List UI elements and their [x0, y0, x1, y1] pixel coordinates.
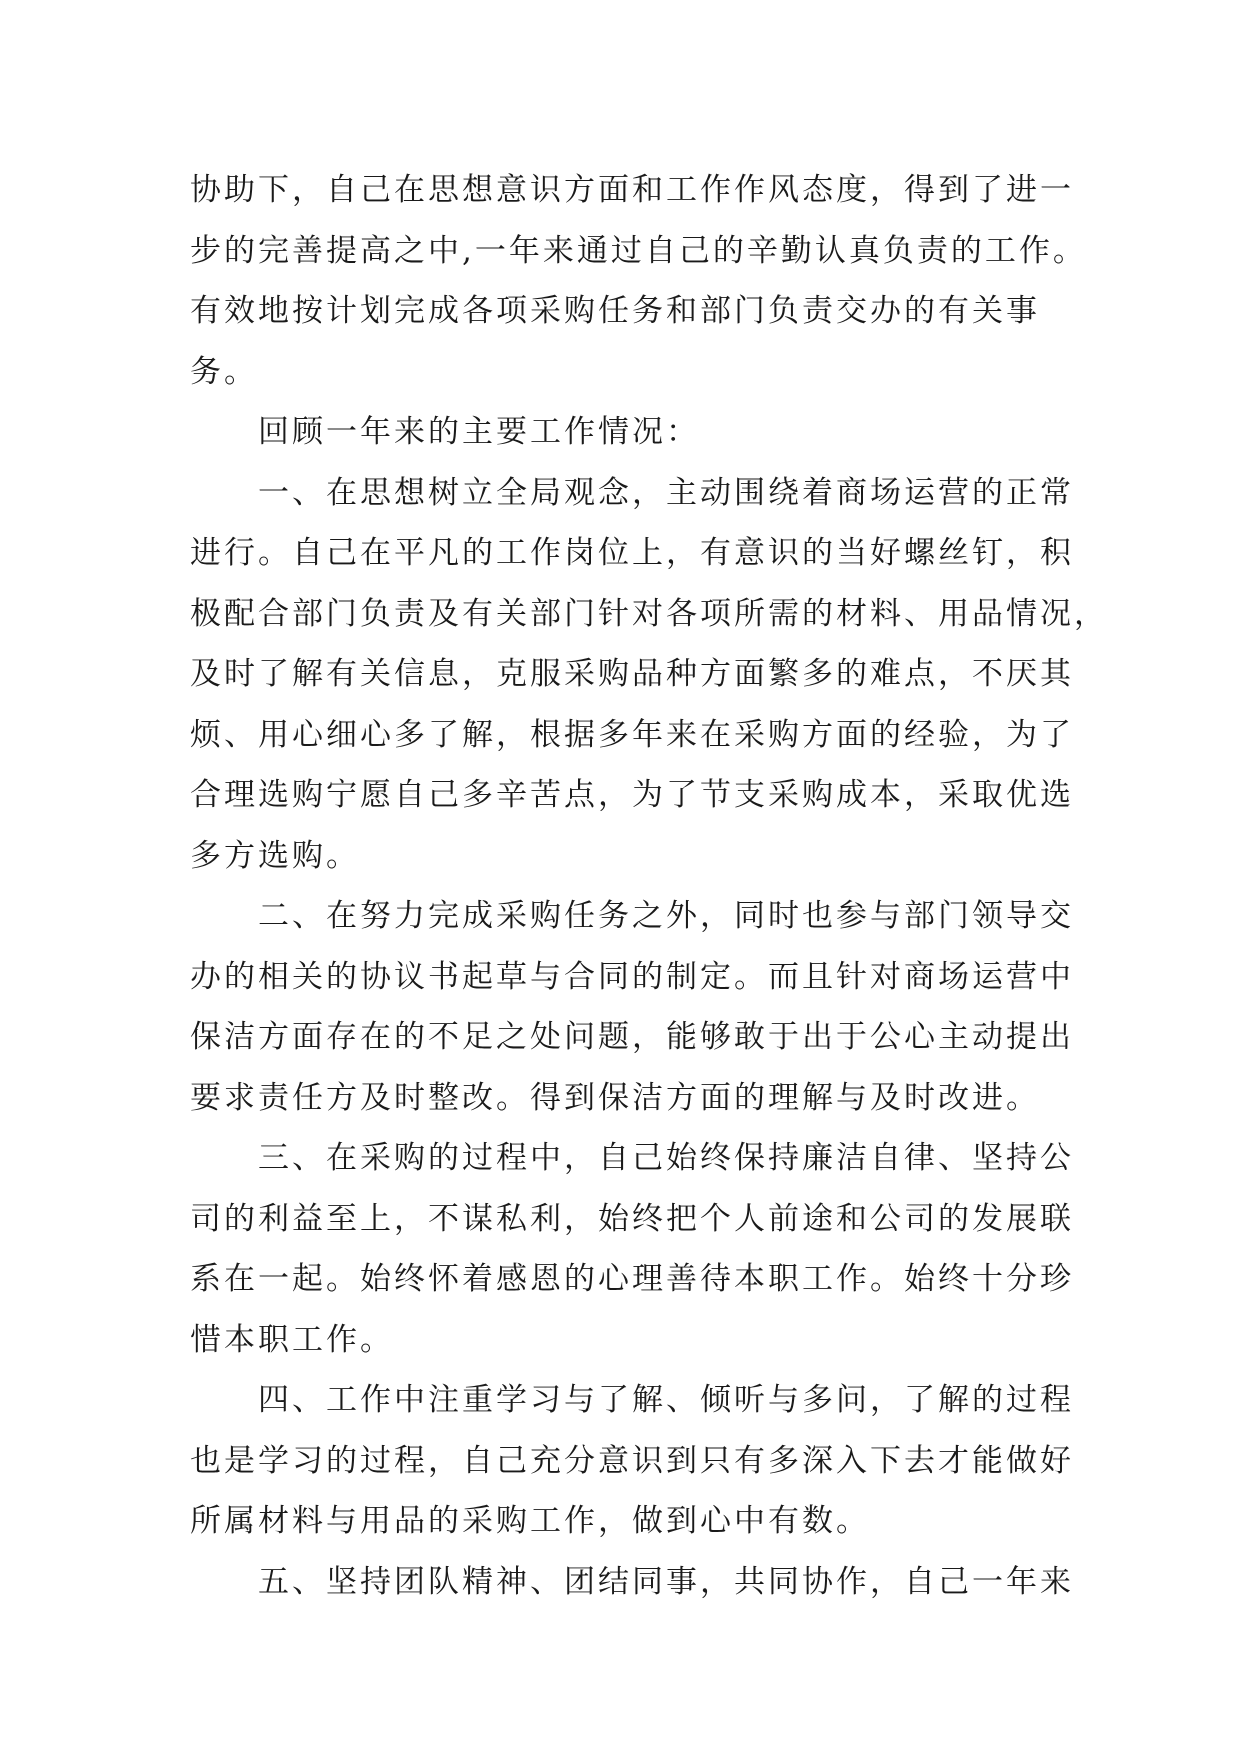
text-line: 系在一起。始终怀着感恩的心理善待本职工作。始终十分珍	[190, 1261, 1074, 1297]
body-text	[190, 160, 1108, 1612]
text-line: 惜本职工作。	[190, 1321, 394, 1358]
text-line: 办的相关的协议书起草与合同的制定。而且针对商场运营中	[190, 958, 1074, 995]
text-line: 烦、用心细心多了解，根据多年来在采购方面的经验，为了	[190, 716, 1074, 753]
text-line: 有效地按计划完成各项采购任务和部门负责交办的有关事	[190, 293, 1040, 329]
text-line: 所属材料与用品的采购工作，做到心中有数。	[190, 1503, 870, 1539]
text-line: 多方选购。	[190, 837, 360, 874]
text-line: 极配合部门负责及有关部门针对各项所需的材料、用品情况，	[190, 595, 1108, 632]
text-line: 进行。自己在平凡的工作岗位上，有意识的当好螺丝钉，积	[190, 535, 1074, 571]
text-line: 保洁方面存在的不足之处问题，能够敢于出于公心主动提出	[190, 1019, 1074, 1055]
section-heading: 回顾一年来的主要工作情况：	[258, 414, 700, 450]
paragraph-first-line: 二、在努力完成采购任务之外，同时也参与部门领导交	[258, 898, 1074, 934]
text-line: 协助下，自己在思想意识方面和工作作风态度，得到了进一	[190, 172, 1074, 208]
paragraph-first-line: 一、在思想树立全局观念，主动围绕着商场运营的正常	[258, 474, 1074, 511]
text-line: 务。	[190, 353, 258, 390]
text-line: 步的完善提高之中,一年来通过自己的辛勤认真负责的工作。	[190, 232, 1087, 269]
paragraph-first-line: 五、坚持团队精神、团结同事，共同协作，自己一年来	[258, 1563, 1074, 1600]
paragraph-first-line: 三、在采购的过程中，自己始终保持廉洁自律、坚持公	[258, 1140, 1074, 1176]
paragraph-first-line: 四、工作中注重学习与了解、倾听与多问，了解的过程	[258, 1382, 1074, 1418]
text-line: 合理选购宁愿自己多辛苦点，为了节支采购成本，采取优选	[190, 777, 1074, 813]
text-line: 也是学习的过程，自己充分意识到只有多深入下去才能做好	[190, 1442, 1074, 1479]
text-line: 及时了解有关信息，克服采购品种方面繁多的难点，不厌其	[190, 656, 1074, 692]
text-line: 要求责任方及时整改。得到保洁方面的理解与及时改进。	[190, 1079, 1040, 1116]
text-line: 司的利益至上，不谋私利，始终把个人前途和公司的发展联	[190, 1200, 1074, 1237]
